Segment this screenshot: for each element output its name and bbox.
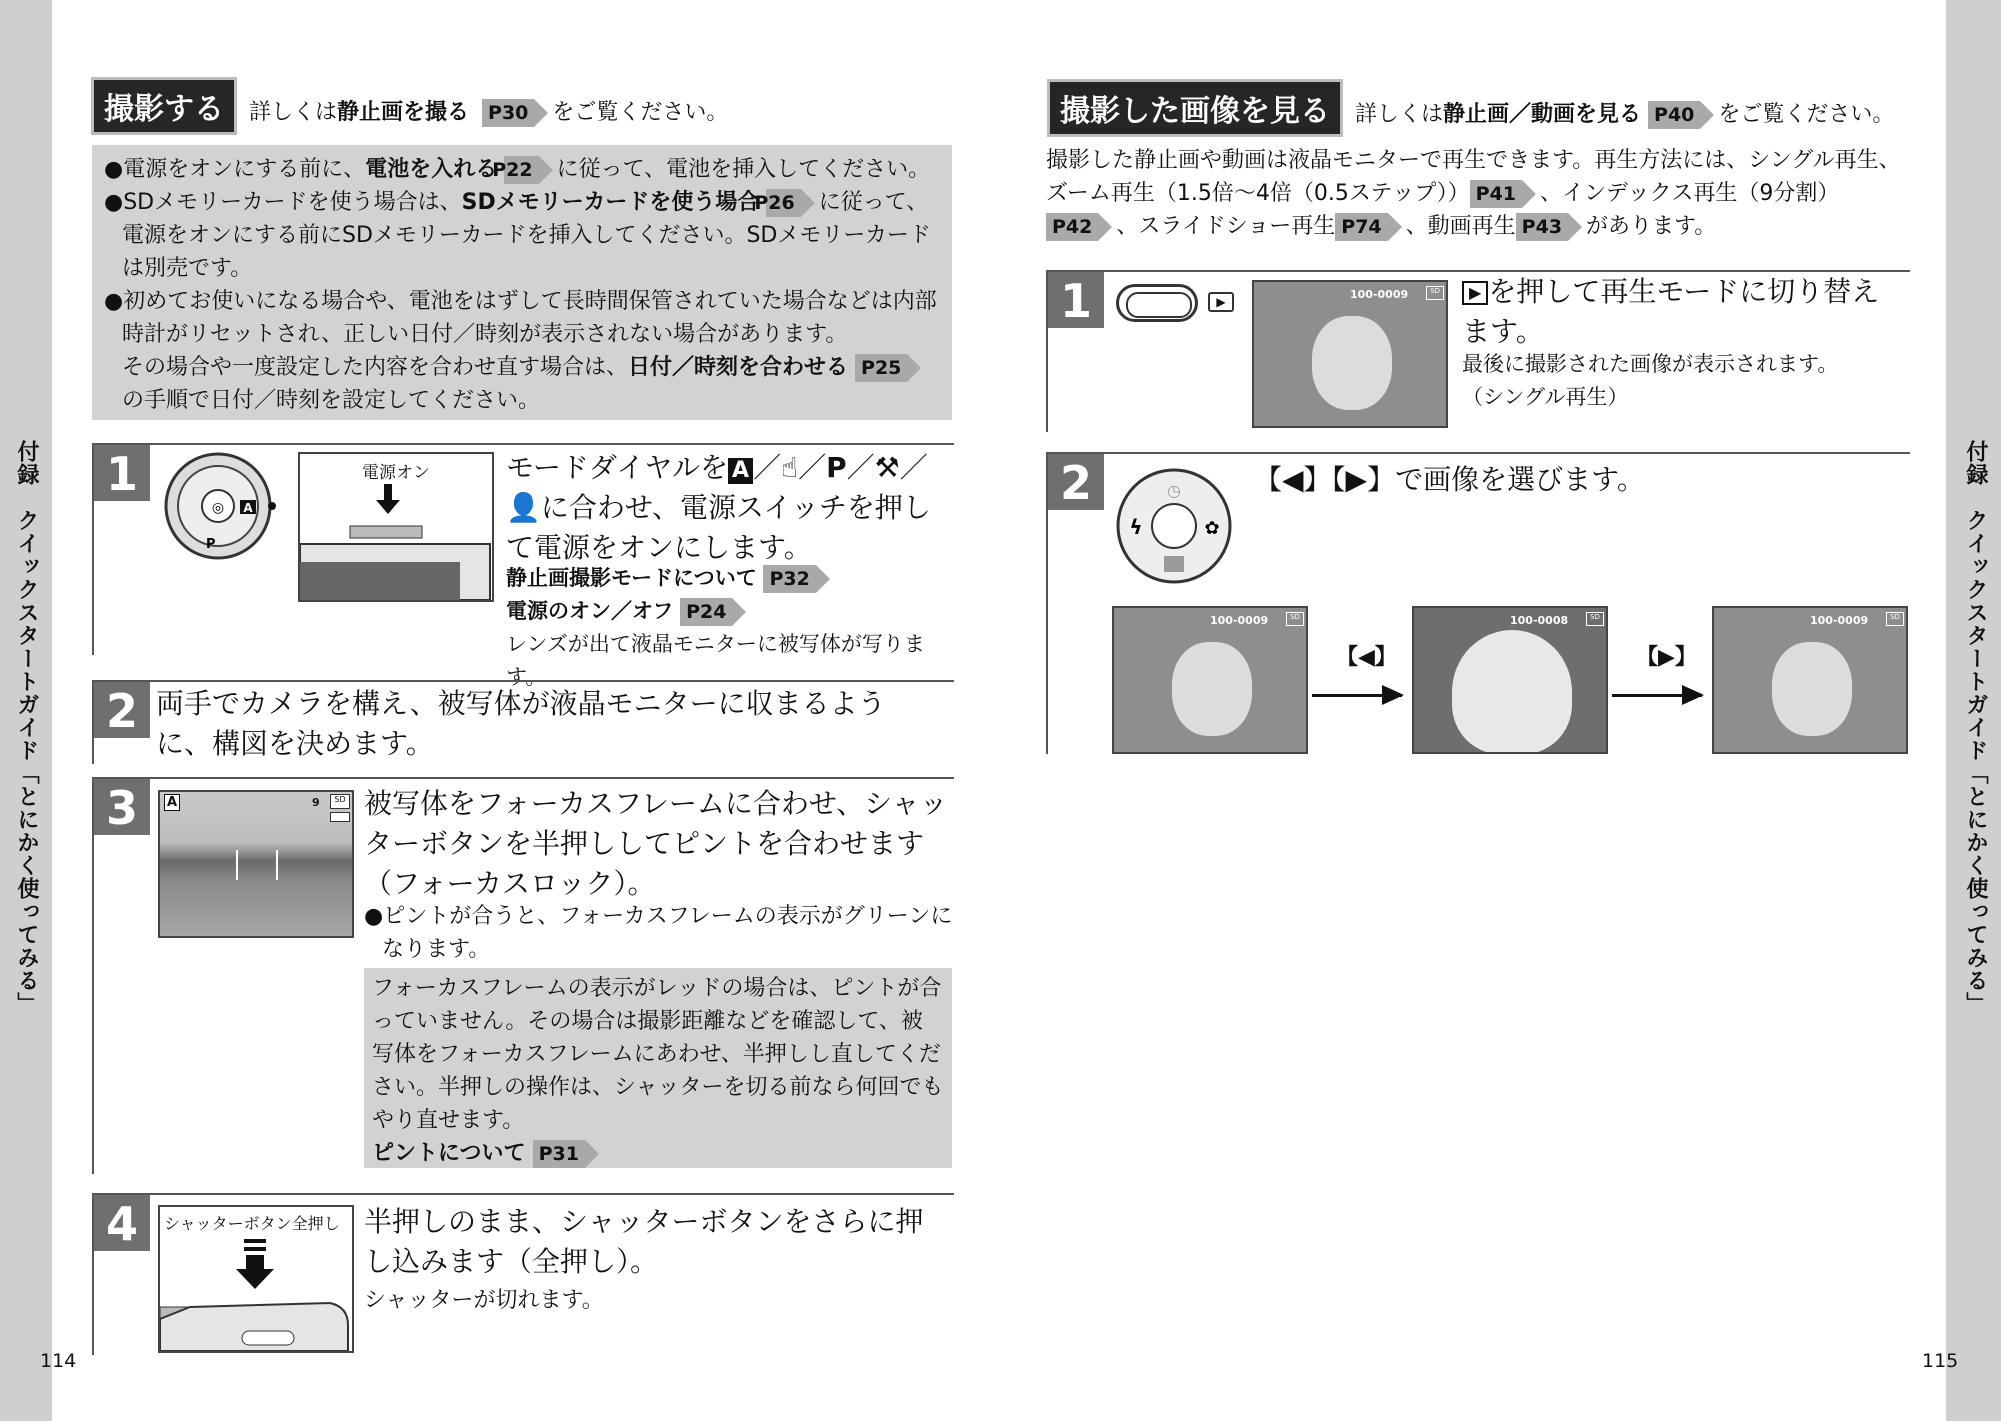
step-number-badge: 3: [94, 779, 150, 835]
illustration-label: 電源オン: [362, 463, 430, 483]
playback-intro: 撮影した静止画や動画は液晶モニターで再生できます。再生方法には、シングル再生、ズーム再生（1.5倍～4倍（0.5ステップ）） P41 、インデックス再生（9分割）P42 、スライドショー再生 P74 、動画再生 P43 があります。: [1046, 148, 1901, 239]
shutter-press-illustration: [158, 1205, 354, 1353]
header-link: 静止画を撮る: [337, 100, 470, 125]
left-sidebar: [0, 0, 52, 1421]
header-link: 静止画／動画を見る: [1443, 102, 1642, 127]
playback-lcd-image: [1252, 280, 1448, 428]
right-step1-instruction: ▶ を押して再生モードに切り替えます。: [1462, 275, 1880, 348]
power-button-icon: [1116, 284, 1198, 322]
svg-text:◷: ◷: [1167, 481, 1181, 500]
header-pre: 詳しくは: [1355, 102, 1444, 127]
svg-text:ϟ: ϟ: [1129, 515, 1143, 539]
left-page-number: 114: [40, 1350, 77, 1372]
svg-text:✿: ✿: [1204, 518, 1220, 539]
header-pre: 詳しくは: [249, 100, 338, 125]
note-item: ●初めてお使いになる場合や、電池をはずして長時間保管されていた場合などは内部時計がリセットされ、正しい日付／時刻が表示されない場合があります。: [104, 289, 937, 347]
page-ref-tag: P41: [1470, 180, 1522, 208]
right-step1-subtext: 最後に撮影された画像が表示されます。 （シングル再生）: [1462, 352, 1839, 409]
dog-photo: [1452, 630, 1572, 754]
step4-instruction: 半押しのまま、シャッターボタンをさらに押し込みます（全押し）。: [364, 1205, 924, 1278]
shot-count: 9: [312, 796, 320, 809]
left-section-title: 撮影する: [94, 80, 234, 132]
right-page-number: 115: [1922, 1350, 1959, 1372]
page-ref-tag: P26: [766, 189, 800, 217]
page-ref-tag: P74: [1335, 213, 1387, 241]
sd-icon: SD: [1286, 612, 1304, 626]
left-section-header: [94, 80, 728, 132]
arrow-right: [1612, 694, 1702, 697]
playback-image-3: 100-0009 SD: [1712, 606, 1908, 754]
step-number-badge: 4: [94, 1195, 150, 1251]
baby-photo: [1772, 642, 1852, 736]
arrow-right: [1312, 694, 1402, 697]
step3-note-box: フォーカスフレームの表示がレッドの場合は、ピントが合っていません。その場合は撮影距離などを確認して、被写体をフォーカスフレームにあわせ、半押しし直してください。半押しの操作は、シャッターを切る前なら何回でもやり直せます。 ピントについて P31: [364, 968, 952, 1168]
file-number: 100-0009: [1350, 288, 1409, 301]
battery-icon: [330, 812, 350, 822]
page-ref-tag: P43: [1516, 213, 1568, 241]
sd-icon: SD: [330, 794, 350, 809]
step-number-badge: 1: [1048, 272, 1104, 328]
page-ref-tag: P42: [1046, 213, 1098, 241]
page-ref-tag: P24: [680, 598, 732, 626]
baby-photo: [1312, 316, 1392, 410]
right-key-label: 【▶】: [1636, 645, 1697, 670]
step-number-badge: 2: [1048, 454, 1104, 510]
playback-symbol: ▶: [1462, 281, 1488, 305]
svg-text:A: A: [243, 501, 253, 515]
note-item: その場合や一度設定した内容を合わせ直す場合は、日付／時刻を合わせる P25の手順で日付／時刻を設定してください。: [104, 351, 940, 417]
header-post: をご覧ください。: [552, 100, 729, 125]
page-ref-tag: P40: [1648, 101, 1700, 129]
page-ref-tag: P30: [482, 99, 534, 127]
right-sidebar: [1946, 0, 2001, 1421]
page-ref-tag: P32: [763, 565, 815, 593]
left-notes-box: [92, 145, 952, 420]
svg-text:P: P: [206, 537, 216, 552]
step3-instruction: 被写体をフォーカスフレームに合わせ、シャッターボタンを半押ししてピントを合わせます（フォーカスロック）。: [364, 787, 948, 900]
step-number-badge: 1: [94, 445, 150, 501]
left-key-label: 【◀】: [1336, 645, 1397, 670]
right-section-title: 撮影した画像を見る: [1050, 82, 1340, 134]
baby-photo: [1172, 642, 1252, 736]
step3-bullet: ●ピントが合うと、フォーカスフレームの表示がグリーンになります。: [364, 904, 953, 962]
focus-lock-lcd-image: [158, 790, 354, 938]
step1-subtext: レンズが出て液晶モニターに被写体が写ります。: [506, 632, 925, 689]
right-step2-instruction: 【◀】【▶】で画像を選びます。: [1254, 463, 1645, 496]
illustration-label: シャッターボタン全押し: [164, 1214, 340, 1233]
focus-frame: [236, 850, 278, 880]
step4-subtext: シャッターが切れます。: [364, 1288, 604, 1313]
sd-icon: SD: [1586, 612, 1604, 626]
playback-image-1: 100-0009 SD: [1112, 606, 1308, 754]
playback-image-2: 100-0008 SD: [1412, 606, 1608, 754]
step1-refs: 静止画撮影モードについて P32 電源のオン／オフ P24 レンズが出て液晶モニターに被写体が写ります。: [506, 562, 956, 694]
left-sidebar-text: 付録 クイックスタートガイド「とにかく使ってみる」: [14, 440, 39, 1015]
control-dial-illustration: [1114, 466, 1234, 586]
page-ref-tag: P22: [504, 156, 538, 184]
header-post: をご覧ください。: [1718, 102, 1895, 127]
mode-dial-illustration: [160, 448, 280, 568]
note-item: ●電源をオンにする前に、電池を入れる P22 に従って、電池を挿入してください。: [104, 157, 931, 182]
page-ref-tag: P25: [855, 354, 907, 382]
auto-mode-icon: A: [728, 458, 753, 484]
note-item: ●SDメモリーカードを使う場合は、SDメモリーカードを使う場合 P26 に従って、電源をオンにする前にSDメモリーカードを挿入してください。SDメモリーカードは別売です。: [104, 190, 931, 281]
step1-instruction: モードダイヤルを A ／☝／P／⚒／ 👤に合わせ、電源スイッチを押して電源をオンにします。: [506, 451, 931, 564]
sd-icon: SD: [1426, 286, 1444, 300]
playback-button-icon: ▶: [1208, 292, 1234, 312]
power-on-illustration: [298, 452, 494, 602]
step2-instruction: 両手でカメラを構え、被写体が液晶モニターに収まるように、構図を決めます。: [156, 687, 886, 760]
step-number-badge: 2: [94, 682, 150, 738]
right-sidebar-text: 付録 クイックスタートガイド「とにかく使ってみる」: [1963, 440, 1988, 1015]
svg-text:◎: ◎: [211, 500, 225, 516]
right-section-header: [1050, 82, 1894, 134]
page-ref-tag: P31: [533, 1140, 585, 1168]
sd-icon: SD: [1886, 612, 1904, 626]
mode-indicator: A: [164, 794, 180, 811]
